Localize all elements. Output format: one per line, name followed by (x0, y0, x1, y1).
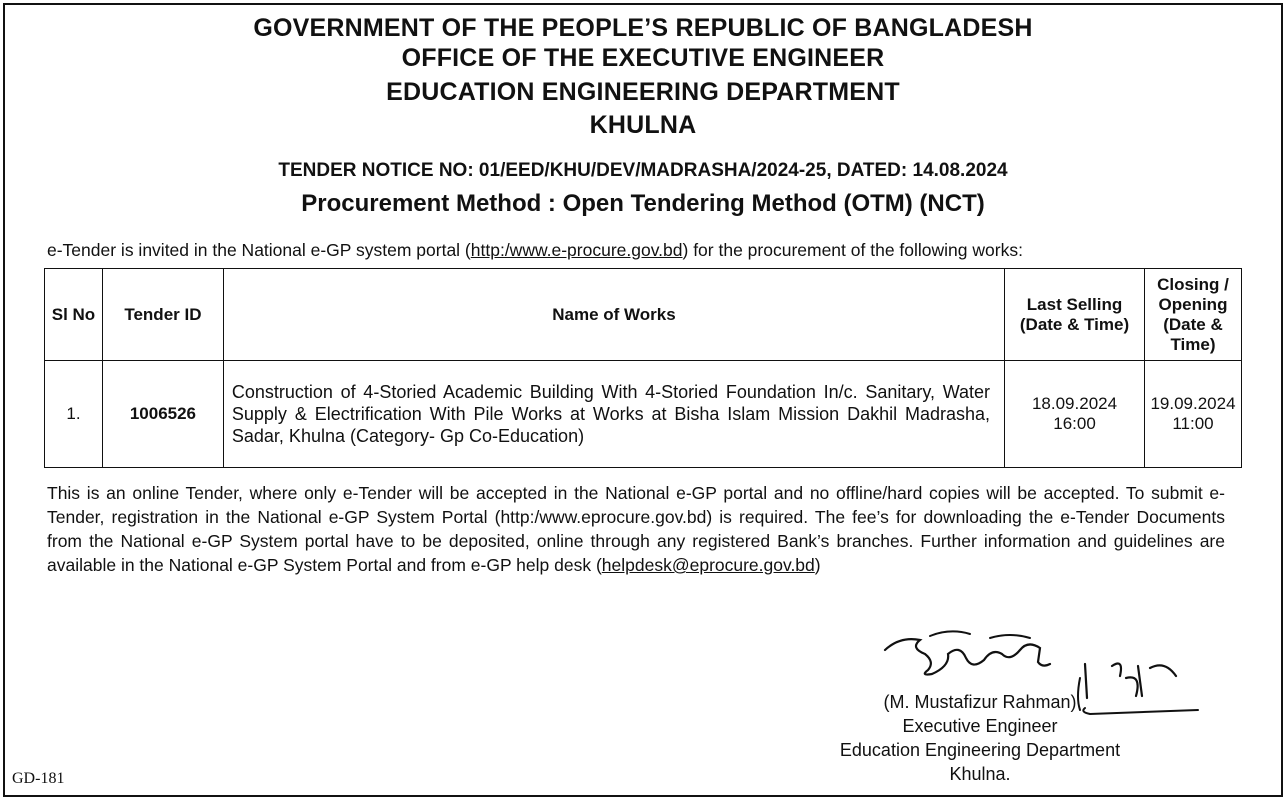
closing-date: 19.09.2024 (1150, 394, 1236, 413)
header-sl-no: Sl No (45, 269, 103, 361)
header-office: OFFICE OF THE EXECUTIVE ENGINEER (401, 44, 885, 72)
cell-closing-opening (1144, 361, 1241, 468)
cell-name-of-works: Construction of 4-Storied Academic Building With 4-Storied Foundation In/c. Sanitary, Water Supply & Electrification With Pile Works at Works at Bisha Islam Mission Dakhil Madrasha, Sadar, Khulna (Category- Gp Co-Education) (223, 361, 1004, 468)
works-table (44, 268, 1242, 468)
signatory-designation: Executive Engineer (902, 716, 1058, 736)
header-tender-id: Tender ID (102, 269, 223, 361)
signatory-name: (M. Mustafizur Rahman) (883, 692, 1077, 712)
signatory-place: Khulna. (949, 764, 1011, 784)
table-header-row (45, 269, 1242, 361)
intro-after: ) for the procurement of the following works: (682, 240, 1023, 260)
info-paragraph (47, 481, 1225, 577)
intro-text (47, 240, 1023, 261)
signatory-department: Education Engineering Department (839, 740, 1121, 760)
header-closing-opening: Closing / Opening (Date & Time) (1144, 269, 1241, 361)
cell-sl-no: 1. (45, 361, 103, 468)
tender-notice-number: TENDER NOTICE NO: 01/EED/KHU/DEV/MADRASHA/2024-25, DATED: 14.08.2024 (278, 160, 1008, 181)
cell-tender-id: 1006526 (102, 361, 223, 468)
e-procure-link[interactable]: http:/www.e-procure.gov.bd (470, 240, 683, 260)
signature-block (800, 690, 1160, 786)
closing-time: 11:00 (1172, 414, 1214, 433)
header-city: KHULNA (589, 111, 697, 139)
helpdesk-email-link[interactable]: helpdesk@eprocure.gov.bd (601, 555, 815, 575)
procurement-method: Procurement Method : Open Tendering Method (OTM) (NCT) (301, 190, 985, 217)
table-row (45, 361, 1242, 468)
last-selling-time: 16:00 (1053, 414, 1096, 433)
intro-before: e-Tender is invited in the National e-GP system portal ( (47, 240, 471, 260)
header-last-selling: Last Selling (Date & Time) (1005, 269, 1145, 361)
cell-last-selling (1005, 361, 1145, 468)
info-end: ) (814, 555, 821, 575)
form-code: GD-181 (12, 770, 65, 787)
info-text: This is an online Tender, where only e-Tender will be accepted in the National e-GP portal and no offline/hard copies will be accepted. To submit e-Tender, registration in the National e-GP System Portal (http:/www.eprocure.gov.bd) is required. The fee’s for downloading the e-Tender Documents from the National e-GP System portal have to be deposited, online through any registered Bank’s branches. Further information and guidelines are available in the National e-GP System Portal and from e-GP help desk ( (47, 483, 1225, 575)
header-name-of-works: Name of Works (223, 269, 1004, 361)
header-department: EDUCATION ENGINEERING DEPARTMENT (386, 78, 900, 106)
header-government: GOVERNMENT OF THE PEOPLE’S REPUBLIC OF BANGLADESH (253, 14, 1033, 42)
last-selling-date: 18.09.2024 (1031, 394, 1118, 413)
